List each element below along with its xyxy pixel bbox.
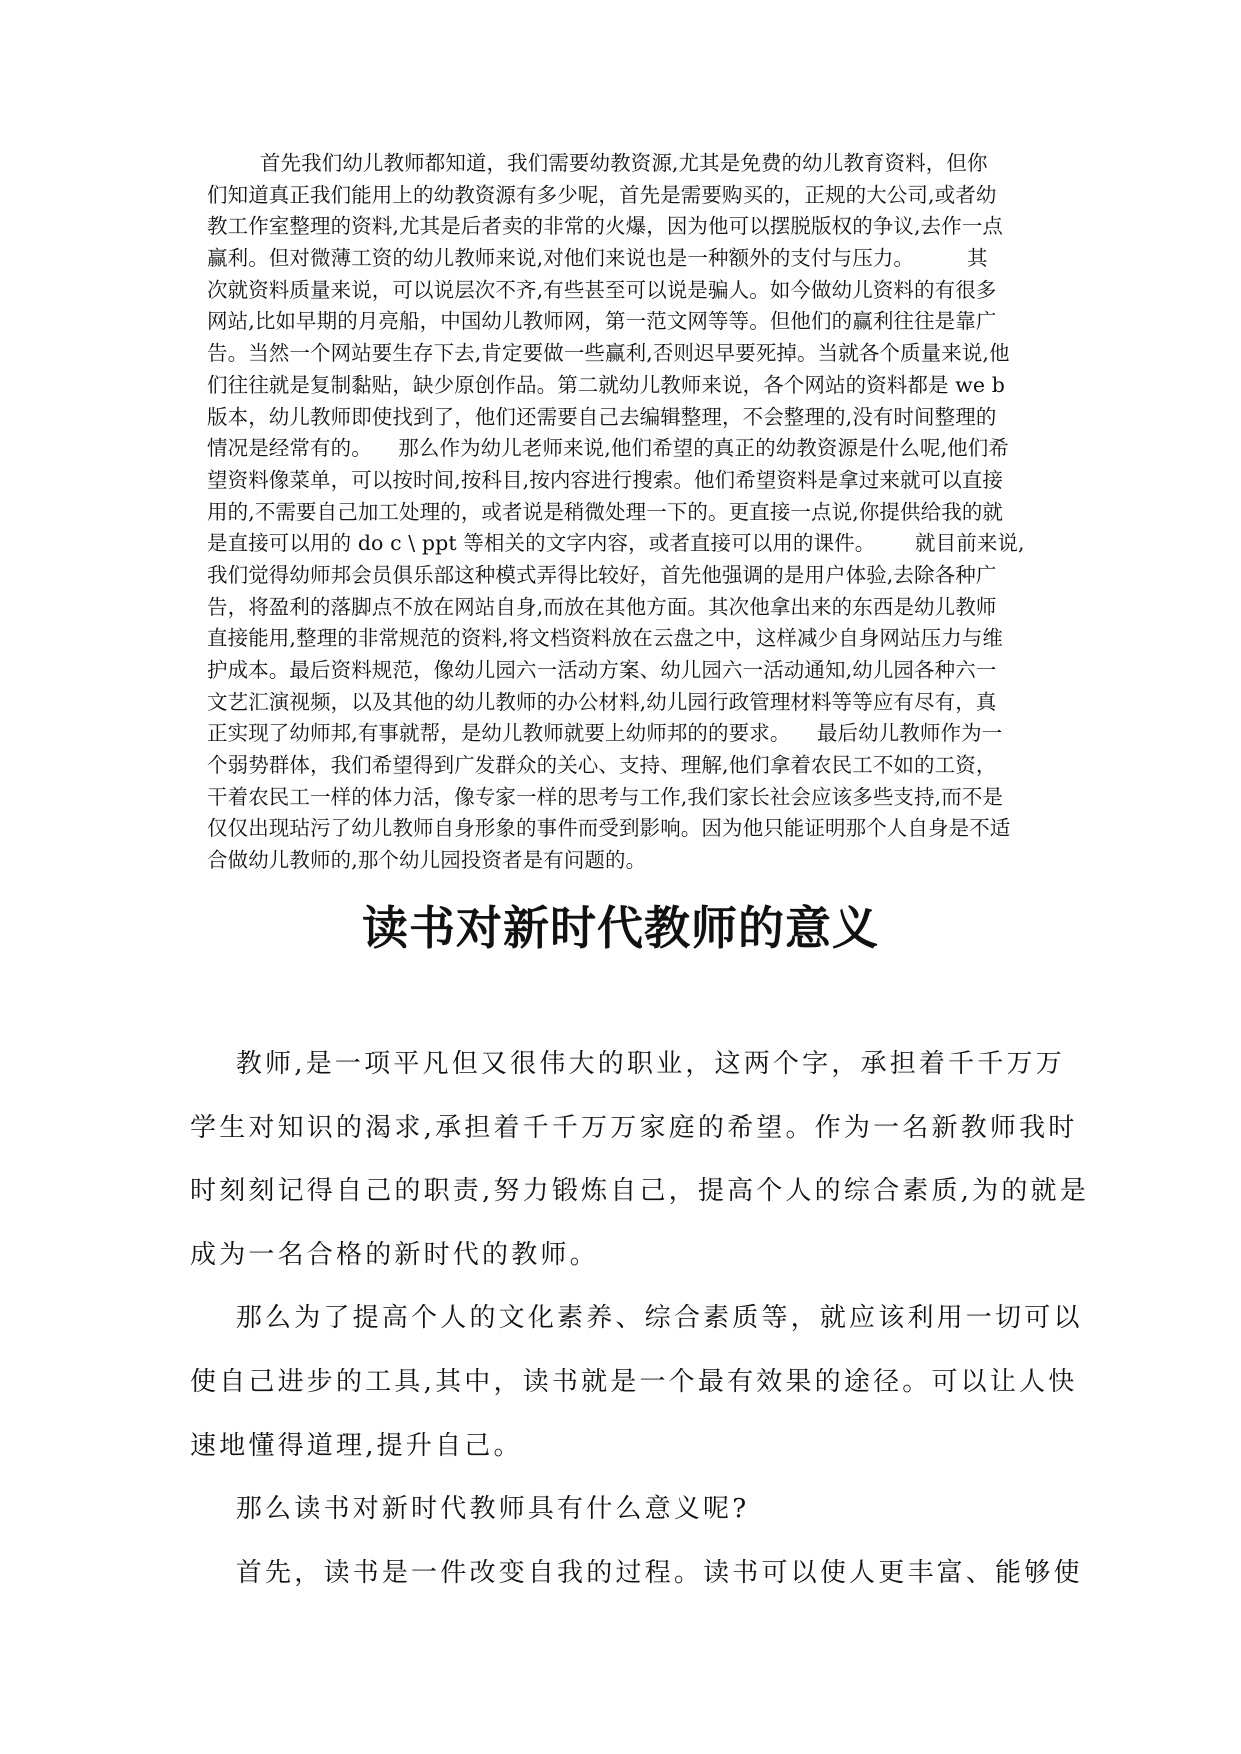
text-line: 那么读书对新时代教师具有什么意义呢? xyxy=(190,1494,750,1525)
text-line: 文艺汇演视频，以及其他的幼儿教师的办公材料,幼儿园行政管理材料等等应有尽有，真 xyxy=(207,689,997,714)
text-line: 干着农民工一样的体力活，像专家一样的思考与工作,我们家长社会应该多些支持,而不是 xyxy=(207,784,1004,809)
text-line: 用的,不需要自己加工处理的，或者说是稍微处理一下的。更直接一点说,你提供给我的就 xyxy=(207,499,1004,524)
text-line: 仅仅出现玷污了幼儿教师自身形象的事件而受到影响。因为他只能证明那个人自身是不适 xyxy=(207,816,1011,841)
text-line: 正实现了幼师邦,有事就帮，是幼儿教师就要上幼师邦的的要求。 最后幼儿教师作为一 xyxy=(207,721,1003,746)
text-line: 学生对知识的渴求,承担着千千万万家庭的希望。作为一名新教师我时 xyxy=(190,1112,1078,1143)
text-line: 告，将盈利的落脚点不放在网站自身,而放在其他方面。其次他拿出来的东西是幼儿教师 xyxy=(207,594,997,619)
text-line: 那么为了提高个人的文化素养、综合素质等，就应该利用一切可以 xyxy=(190,1303,1083,1334)
text-line: 个弱势群体，我们希望得到广发群众的关心、支持、理解,他们拿着农民工不如的工资， xyxy=(207,753,997,778)
text-line: 直接能用,整理的非常规范的资料,将文档资料放在云盘之中，这样减少自身网站压力与维 xyxy=(207,626,1004,651)
text-line: 是直接可以用的 do c \ ppt 等相关的文字内容，或者直接可以用的课件。 就目前来说, xyxy=(207,531,1025,556)
intro-text-block xyxy=(207,148,1057,877)
text-line: 赢利。但对微薄工资的幼儿教师来说,对他们来说也是一种额外的支付与压力。 其 xyxy=(207,246,988,271)
text-line: 首先我们幼儿教师都知道，我们需要幼教资源,尤其是免费的幼儿教育资料，但你 xyxy=(207,151,988,175)
text-line: 合做幼儿教师的,那个幼儿园投资者是有问题的。 xyxy=(207,848,647,873)
text-line: 次就资料质量来说，可以说层次不齐,有些甚至可以说是骗人。如今做幼儿资料的有很多 xyxy=(207,277,997,302)
text-line: 时刻刻记得自己的职责,努力锻炼自己，提高个人的综合素质,为的就是 xyxy=(190,1176,1089,1207)
text-line: 成为一名合格的新时代的教师。 xyxy=(190,1239,599,1270)
text-line: 我们觉得幼师邦会员俱乐部这种模式弄得比较好，首先他强调的是用户体验,去除各种广 xyxy=(207,562,997,587)
text-line: 教工作室整理的资料,尤其是后者卖的非常的火爆，因为他可以摆脱版权的争议,去作一点 xyxy=(207,214,1004,239)
text-line: 们往往就是复制黏贴，缺少原创作品。第二就幼儿教师来说，各个网站的资料都是 we b xyxy=(207,372,1005,397)
text-line: 使自己进步的工具,其中，读书就是一个最有效果的途径。可以让人快 xyxy=(190,1366,1078,1397)
text-line: 首先，读书是一件改变自我的过程。读书可以使人更丰富、能够使 xyxy=(190,1557,1083,1588)
text-line: 护成本。最后资料规范，像幼儿园六一活动方案、幼儿园六一活动通知,幼儿园各种六一 xyxy=(207,658,997,682)
text-line: 教师,是一项平凡但又很伟大的职业，这两个字，承担着千千万万 xyxy=(190,1049,1065,1079)
text-line: 速地懂得道理,提升自己。 xyxy=(190,1430,523,1461)
text-line: 网站,比如早期的月亮船，中国幼儿教师网，第一范文网等等。但他们的赢利往往是靠广 xyxy=(207,309,997,334)
document-title: 读书对新时代教师的意义 xyxy=(362,901,879,955)
text-line: 情况是经常有的。 那么作为幼儿老师来说,他们希望的真正的幼教资源是什么呢,他们希 xyxy=(207,436,1009,461)
text-line: 告。当然一个网站要生存下去,肯定要做一些赢利,否则迟早要死掉。当就各个质量来说,他 xyxy=(207,341,1010,366)
text-line: 版本，幼儿教师即使找到了，他们还需要自己去编辑整理，不会整理的,没有时间整理的 xyxy=(207,404,997,429)
essay-text-block xyxy=(190,1033,1089,1605)
text-line: 望资料像菜单，可以按时间,按科目,按内容进行搜索。他们希望资料是拿过来就可以直接 xyxy=(207,467,1004,492)
text-line: 们知道真正我们能用上的幼教资源有多少呢，首先是需要购买的，正规的大公司,或者幼 xyxy=(207,182,997,207)
